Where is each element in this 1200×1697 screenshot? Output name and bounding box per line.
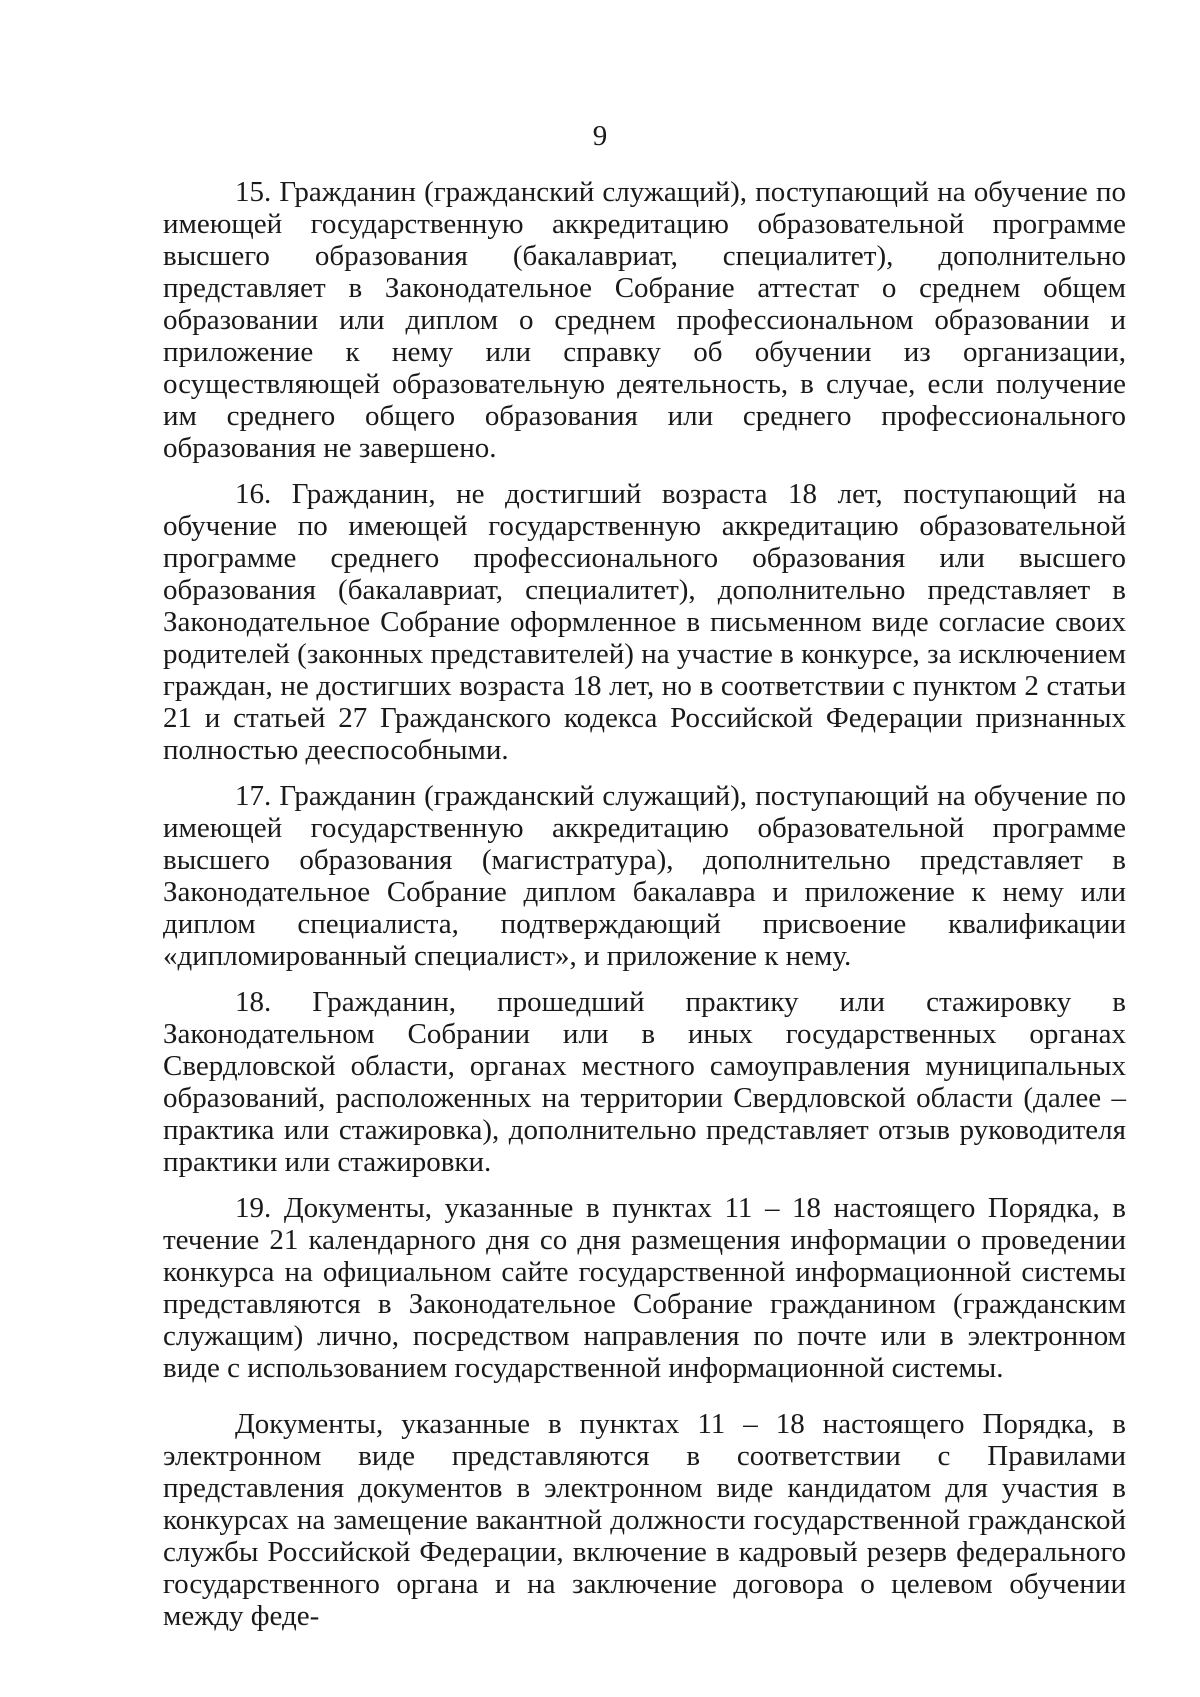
paragraph-19-continued: Документы, указанные в пунктах 11 – 18 настоящего Порядка, в электронном виде представляются в соответствии с Правилами представления документов в электронном виде кандидатом для участия в конкурсах на замещение вакантной должности государственной гражданской службы Российской Федерации, включение в кадровый резерв федерального государственного органа и на заключение договора о целевом обучении между феде- bbox=[163, 1408, 1126, 1632]
paragraph-19: 19. Документы, указанные в пунктах 11 – 18 настоящего Порядка, в течение 21 календарного дня со дня размещения информации о проведении конкурса на официальном сайте государственной информационной системы представляются в Законодательное Собрание гражданином (гражданским служащим) лично, посредством направления по почте или в электронном виде с использованием государственной информационной системы. bbox=[163, 1192, 1126, 1384]
paragraph-15: 15. Гражданин (гражданский служащий), поступающий на обучение по имеющей государственную аккредитацию образовательной программе высшего образования (бакалавриат, специалитет), дополнительно представляет в Законодательное Собрание аттестат о среднем общем образовании или диплом о среднем профессиональном образовании и приложение к нему или справку об обучении из организации, осуществляющей образовательную деятельность, в случае, если получение им среднего общего образования или среднего профессионального образования не завершено. bbox=[163, 176, 1126, 464]
paragraph-18: 18. Гражданин, прошедший практику или стажировку в Законодательном Собрании или в иных государственных органах Свердловской области, органах местного самоуправления муниципальных образований, расположенных на территории Свердловской области (далее – практика или стажировка), дополнительно представляет отзыв руководителя практики или стажировки. bbox=[163, 986, 1126, 1178]
document-body bbox=[163, 176, 1126, 1632]
paragraph-16: 16. Гражданин, не достигший возраста 18 лет, поступающий на обучение по имеющей государственную аккредитацию образовательной программе среднего профессионального образования или высшего образования (бакалавриат, специалитет), дополнительно представляет в Законодательное Собрание оформленное в письменном виде согласие своих родителей (законных представителей) на участие в конкурсе, за исключением граждан, не достигших возраста 18 лет, но в соответствии с пунктом 2 статьи 21 и статьей 27 Гражданского кодекса Российской Федерации признанных полностью дееспособными. bbox=[163, 478, 1126, 766]
paragraph-17: 17. Гражданин (гражданский служащий), поступающий на обучение по имеющей государственную аккредитацию образовательной программе высшего образования (магистратура), дополнительно представляет в Законодательное Собрание диплом бакалавра и приложение к нему или диплом специалиста, подтверждающий присвоение квалификации «дипломированный специалист», и приложение к нему. bbox=[163, 780, 1126, 972]
page-number: 9 bbox=[592, 120, 608, 152]
